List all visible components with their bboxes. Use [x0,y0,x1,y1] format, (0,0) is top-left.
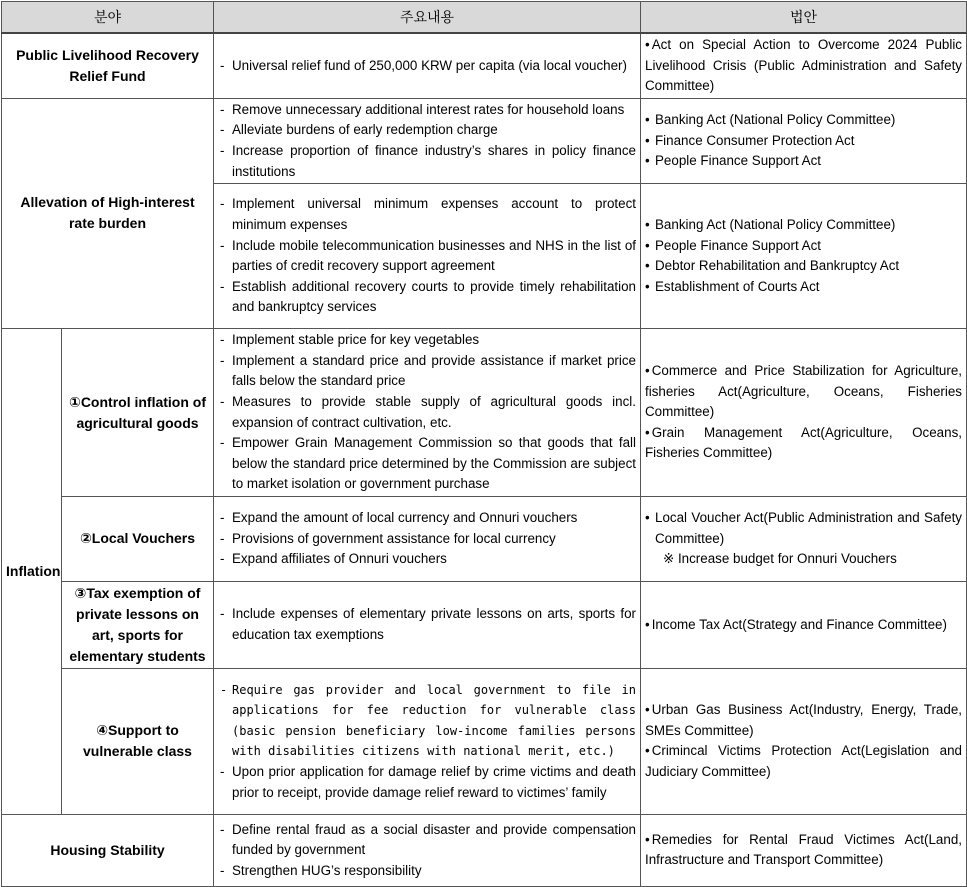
row-interest-a [2,98,967,183]
content-relief [214,33,641,98]
content-item: - Implement stable price for key vegetables [218,330,636,351]
content-item: - Measures to provide stable supply of agricultural goods incl. expansion of contract cultivation, etc. [218,392,636,433]
content-item: - Implement a standard price and provide assistance if market price falls below the standard price [218,351,636,392]
content-tax [214,581,641,668]
content-vulnerable [214,668,641,814]
law-tax [641,581,967,668]
content-housing [214,814,641,886]
law-interest-b [641,184,967,329]
law-interest-a [641,98,967,183]
law-item: • Local Voucher Act(Public Administration and Safety Committee) [645,508,962,549]
field-vouchers: ②Local Vouchers [62,496,214,581]
field-tax: ③Tax exemption of private lessons on art, sports for elementary students [62,581,214,668]
law-item: • Establishment of Courts Act [645,277,962,298]
row-relief [2,33,967,98]
content-item: - Alleviate burdens of early redemption charge [218,120,636,141]
law-item: • Income Tax Act(Strategy and Finance Committee) [645,615,962,636]
content-vouchers [214,496,641,581]
law-item: • Grain Management Act(Agriculture, Oceans, Fisheries Committee) [645,423,962,464]
law-item: • Banking Act (National Policy Committee) [645,110,962,131]
header-field: 분야 [2,2,214,34]
law-relief [641,33,967,98]
field-vulnerable: ④Support to vulnerable class [62,668,214,814]
content-item: - Empower Grain Management Commission so that goods that fall below the standard price determined by the Commission are subject to market isolation or government purchase [218,433,636,495]
law-item: • Commerce and Price Stabilization for Agriculture, fisheries Act(Agriculture, Oceans, Fisheries Committee) [645,361,962,423]
field-relief: Public Livelihood Recovery Relief Fund [2,33,214,98]
field-housing: Housing Stability [2,814,214,886]
row-inflation-vouchers [2,496,967,581]
header-law: 법안 [641,2,967,34]
row-inflation-vulnerable [2,668,967,814]
law-item: • Finance Consumer Protection Act [645,131,962,152]
content-item: - Universal relief fund of 250,000 KRW per capita (via local voucher) [218,56,636,77]
content-item: - Remove unnecessary additional interest rates for household loans [218,100,636,121]
law-item: • People Finance Support Act [645,151,962,172]
law-agri [641,329,967,497]
content-item: - Include mobile telecommunication businesses and NHS in the list of parties of credit recovery support agreement [218,236,636,277]
content-item: - Define rental fraud as a social disaster and provide compensation funded by government [218,820,636,861]
content-item: - Expand affiliates of Onnuri vouchers [218,549,636,570]
row-inflation-agri [2,329,967,497]
law-vulnerable [641,668,967,814]
content-item: - Upon prior application for damage relief by crime victims and death prior to receipt, provide damage relief reward to victimes’ family [218,762,636,803]
content-interest-a [214,98,641,183]
content-interest-b [214,184,641,329]
category-inflation: Inflation [2,329,62,815]
content-item: - Require gas provider and local government to file in applications for fee reduction for vulnerable class (basic pension beneficiary low-income families persons with disabilities citizens with national merit, etc.) [218,680,636,762]
content-item: - Establish additional recovery courts to provide timely rehabilitation and bankruptcy services [218,277,636,318]
law-item: • Remedies for Rental Fraud Victimes Act(Land, Infrastructure and Transport Committee) [645,830,962,871]
content-item: - Provisions of government assistance for local currency [218,529,636,550]
policy-table [1,1,967,887]
law-item: • Crimincal Victims Protection Act(Legislation and Judiciary Committee) [645,741,962,782]
header-row [2,2,967,34]
content-item: - Strengthen HUG’s responsibility [218,861,636,882]
row-inflation-tax [2,581,967,668]
law-note: ※ Increase budget for Onnuri Vouchers [663,551,897,567]
content-item: - Include expenses of elementary private lessons on arts, sports for education tax exemptions [218,604,636,645]
law-item: • Act on Special Action to Overcome 2024 Public Livelihood Crisis (Public Administration and Safety Committee) [645,35,962,97]
law-housing [641,814,967,886]
law-item: • Banking Act (National Policy Committee) [645,215,962,236]
content-agri [214,329,641,497]
law-vouchers [641,496,967,581]
header-content: 주요내용 [214,2,641,34]
law-item: • People Finance Support Act [645,236,962,257]
field-agri: ①Control inflation of agricultural goods [62,329,214,497]
row-housing [2,814,967,886]
content-item: - Implement universal minimum expenses account to protect minimum expenses [218,194,636,235]
law-item: • Urban Gas Business Act(Industry, Energy, Trade, SMEs Committee) [645,700,962,741]
content-item: - Increase proportion of finance industry’s shares in policy finance institutions [218,141,636,182]
law-item: • Debtor Rehabilitation and Bankruptcy Act [645,256,962,277]
content-item: - Expand the amount of local currency and Onnuri vouchers [218,508,636,529]
field-interest: Allevation of High-interest rate burden [2,98,214,328]
